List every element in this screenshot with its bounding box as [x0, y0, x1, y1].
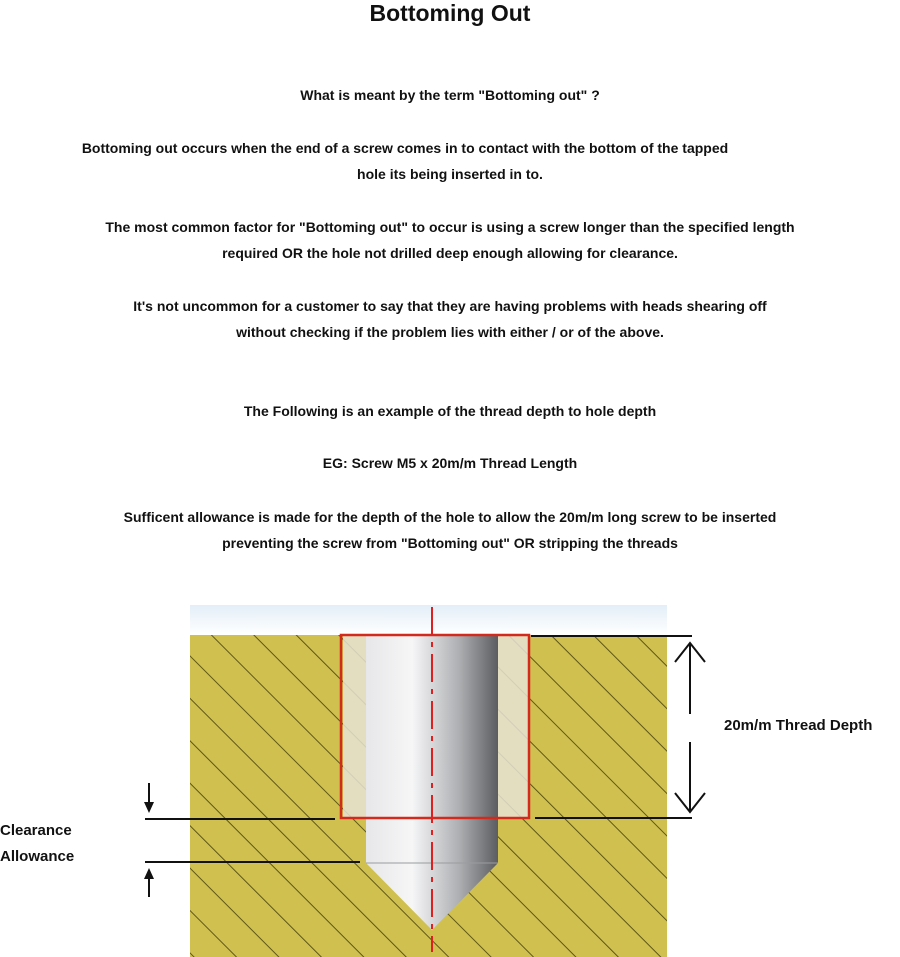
arrow-down-icon — [144, 783, 154, 813]
common-factor-line-2: required OR the hole not drilled deep enough allowing for clearance. — [222, 245, 678, 261]
question-text: What is meant by the term "Bottoming out" ? — [300, 87, 600, 103]
allowance-line-1: Sufficent allowance is made for the depth of the hole to allow the 20m/m long screw to be inserted — [123, 509, 777, 525]
clearance-label-line-1: Clearance — [0, 822, 72, 839]
arrow-down-icon — [675, 742, 705, 812]
arrow-up-icon — [675, 643, 705, 714]
heads-shearing-line-1: It's not uncommon for a customer to say that they are having problems with heads shearing off — [133, 298, 767, 314]
thread-depth-label: 20m/m Thread Depth — [724, 717, 873, 734]
example-spec-text: EG: Screw M5 x 20m/m Thread Length — [322, 455, 578, 471]
heads-shearing-line-2: without checking if the problem lies with either / or of the above. — [236, 324, 664, 340]
common-factor-line-1: The most common factor for "Bottoming out" to occur is using a screw longer than the specified length — [105, 219, 795, 235]
definition-line-2: hole its being inserted in to. — [357, 166, 543, 182]
example-intro-text: The Following is an example of the thread depth to hole depth — [243, 403, 657, 419]
clearance-label-line-2: Allowance — [0, 848, 75, 865]
definition-line-1: Bottoming out occurs when the end of a screw comes in to contact with the bottom of the tapped — [81, 140, 729, 156]
air-gap — [190, 605, 667, 635]
allowance-line-2: preventing the screw from "Bottoming out" OR stripping the threads — [222, 535, 678, 551]
arrow-up-icon — [144, 868, 154, 897]
page-title: Bottoming Out — [369, 0, 531, 26]
